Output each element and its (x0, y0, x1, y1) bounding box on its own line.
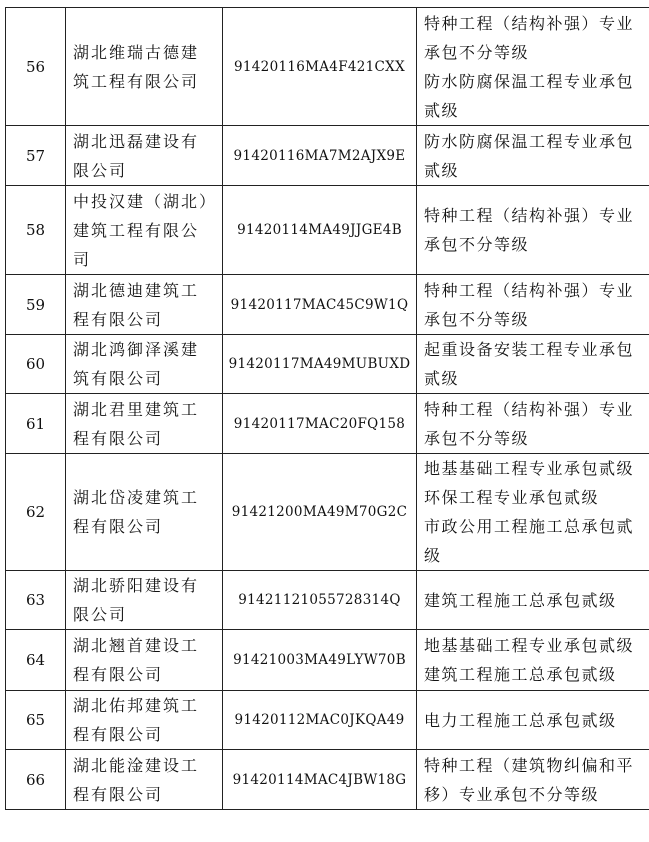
company-name-line: 湖北迅磊建设有 (73, 131, 200, 151)
qualification-cell (417, 8, 649, 126)
credit-code: 91420117MAC45C9W1Q (223, 275, 417, 335)
qualification-cell (417, 275, 649, 335)
credit-code: 91420117MA49MUBUXD (223, 335, 417, 394)
qualification-line: 承包不分等级 (424, 235, 530, 254)
company-name-line: 湖北骄阳建设有 (73, 576, 200, 595)
company-name-line: 湖北能淦建设工 (73, 755, 200, 775)
qualification-line: 环保工程专业承包贰级 (424, 488, 600, 507)
qualification-line: 贰级 (424, 369, 460, 388)
company-name-line: 湖北鸿御泽溪建 (73, 340, 200, 359)
qualification-cell (417, 691, 649, 750)
credit-code: 91421121055728314Q (223, 571, 417, 630)
row-number: 61 (6, 394, 66, 454)
qualification-cell (417, 454, 649, 571)
qualification-line: 建筑工程施工总承包贰级 (424, 590, 617, 610)
row-number: 62 (6, 454, 66, 571)
company-name-line: 程有限公司 (73, 428, 164, 448)
company-name-cell (66, 571, 223, 630)
qualification-line: 防水防腐保温工程专业承包 (424, 71, 635, 91)
qualification-line: 贰级 (424, 160, 460, 180)
qualification-line: 电力工程施工总承包贰级 (424, 710, 617, 730)
table-body (6, 8, 649, 810)
credit-code: 91421200MA49M70G2C (223, 454, 417, 571)
qualification-cell (417, 750, 649, 810)
qualification-line: 防水防腐保温工程专业承包 (424, 131, 635, 151)
company-name-line: 限公司 (73, 160, 128, 180)
table-row (6, 750, 649, 810)
qualification-cell (417, 630, 649, 691)
company-name-cell (66, 630, 223, 691)
row-number: 58 (6, 186, 66, 275)
table-row (6, 8, 649, 126)
qualification-line: 特种工程（结构补强）专业 (424, 280, 635, 300)
qualification-line: 特种工程（结构补强）专业 (424, 13, 635, 33)
qualification-line: 承包不分等级 (424, 42, 530, 62)
company-name-line: 湖北君里建筑工 (73, 399, 200, 419)
company-name-line: 筑工程有限公司 (73, 71, 200, 91)
qualification-line: 移）专业承包不分等级 (424, 784, 600, 804)
company-name-line: 建筑工程有限公 (73, 220, 200, 240)
table-row (6, 691, 649, 750)
company-name-cell (66, 186, 223, 275)
company-name-line: 筑有限公司 (73, 369, 164, 388)
company-name-line: 湖北岱凌建筑工 (73, 488, 200, 507)
row-number: 60 (6, 335, 66, 394)
qualification-line: 级 (424, 546, 442, 565)
qualification-line: 市政公用工程施工总承包贰 (424, 517, 635, 536)
table-row (6, 394, 649, 454)
credit-code: 91420116MA7M2AJX9E (223, 126, 417, 186)
company-name-cell (66, 8, 223, 126)
company-name-cell (66, 275, 223, 335)
qualification-line: 地基基础工程专业承包贰级 (424, 459, 635, 478)
company-name-line: 司 (73, 249, 92, 269)
qualification-line: 贰级 (424, 100, 460, 120)
row-number: 65 (6, 691, 66, 750)
credit-code: 91420114MAC4JBW18G (223, 750, 417, 810)
qualification-line: 起重设备安装工程专业承包 (424, 340, 635, 359)
table-row (6, 454, 649, 571)
qualification-cell (417, 335, 649, 394)
company-name-cell (66, 394, 223, 454)
company-name-line: 程有限公司 (73, 725, 164, 744)
company-name-cell (66, 335, 223, 394)
table-row (6, 630, 649, 691)
qualification-line: 承包不分等级 (424, 428, 530, 448)
company-name-line: 程有限公司 (73, 784, 164, 804)
company-name-line: 湖北维瑞古德建 (73, 42, 200, 62)
qualification-line: 地基基础工程专业承包贰级 (424, 636, 635, 655)
row-number: 57 (6, 126, 66, 186)
table-row (6, 186, 649, 275)
company-name-cell (66, 750, 223, 810)
credit-code: 91420114MA49JJGE4B (223, 186, 417, 275)
table-row (6, 335, 649, 394)
company-name-line: 限公司 (73, 605, 128, 624)
qualification-table (5, 7, 649, 810)
qualification-line: 特种工程（建筑物纠偏和平 (424, 755, 635, 775)
company-name-cell (66, 126, 223, 186)
company-name-line: 湖北翘首建设工 (73, 636, 200, 655)
table-row (6, 571, 649, 630)
company-name-cell (66, 454, 223, 571)
row-number: 64 (6, 630, 66, 691)
qualification-line: 特种工程（结构补强）专业 (424, 399, 635, 419)
qualification-cell (417, 571, 649, 630)
qualification-cell (417, 394, 649, 454)
credit-code: 91421003MA49LYW70B (223, 630, 417, 691)
qualification-line: 建筑工程施工总承包贰级 (424, 665, 617, 684)
qualification-line: 特种工程（结构补强）专业 (424, 206, 635, 225)
company-name-line: 湖北德迪建筑工 (73, 280, 200, 300)
company-name-cell (66, 691, 223, 750)
row-number: 66 (6, 750, 66, 810)
qualification-cell (417, 126, 649, 186)
company-name-line: 程有限公司 (73, 517, 164, 536)
company-name-line: 程有限公司 (73, 309, 164, 329)
table-row (6, 275, 649, 335)
row-number: 56 (6, 8, 66, 126)
company-name-line: 程有限公司 (73, 665, 164, 684)
credit-code: 91420117MAC20FQ158 (223, 394, 417, 454)
company-name-line: 中投汉建（湖北） (73, 191, 218, 211)
credit-code: 91420112MAC0JKQA49 (223, 691, 417, 750)
table-row (6, 126, 649, 186)
credit-code: 91420116MA4F421CXX (223, 8, 417, 126)
qualification-line: 承包不分等级 (424, 309, 530, 329)
row-number: 59 (6, 275, 66, 335)
company-name-line: 湖北佑邦建筑工 (73, 696, 200, 715)
qualification-cell (417, 186, 649, 275)
row-number: 63 (6, 571, 66, 630)
